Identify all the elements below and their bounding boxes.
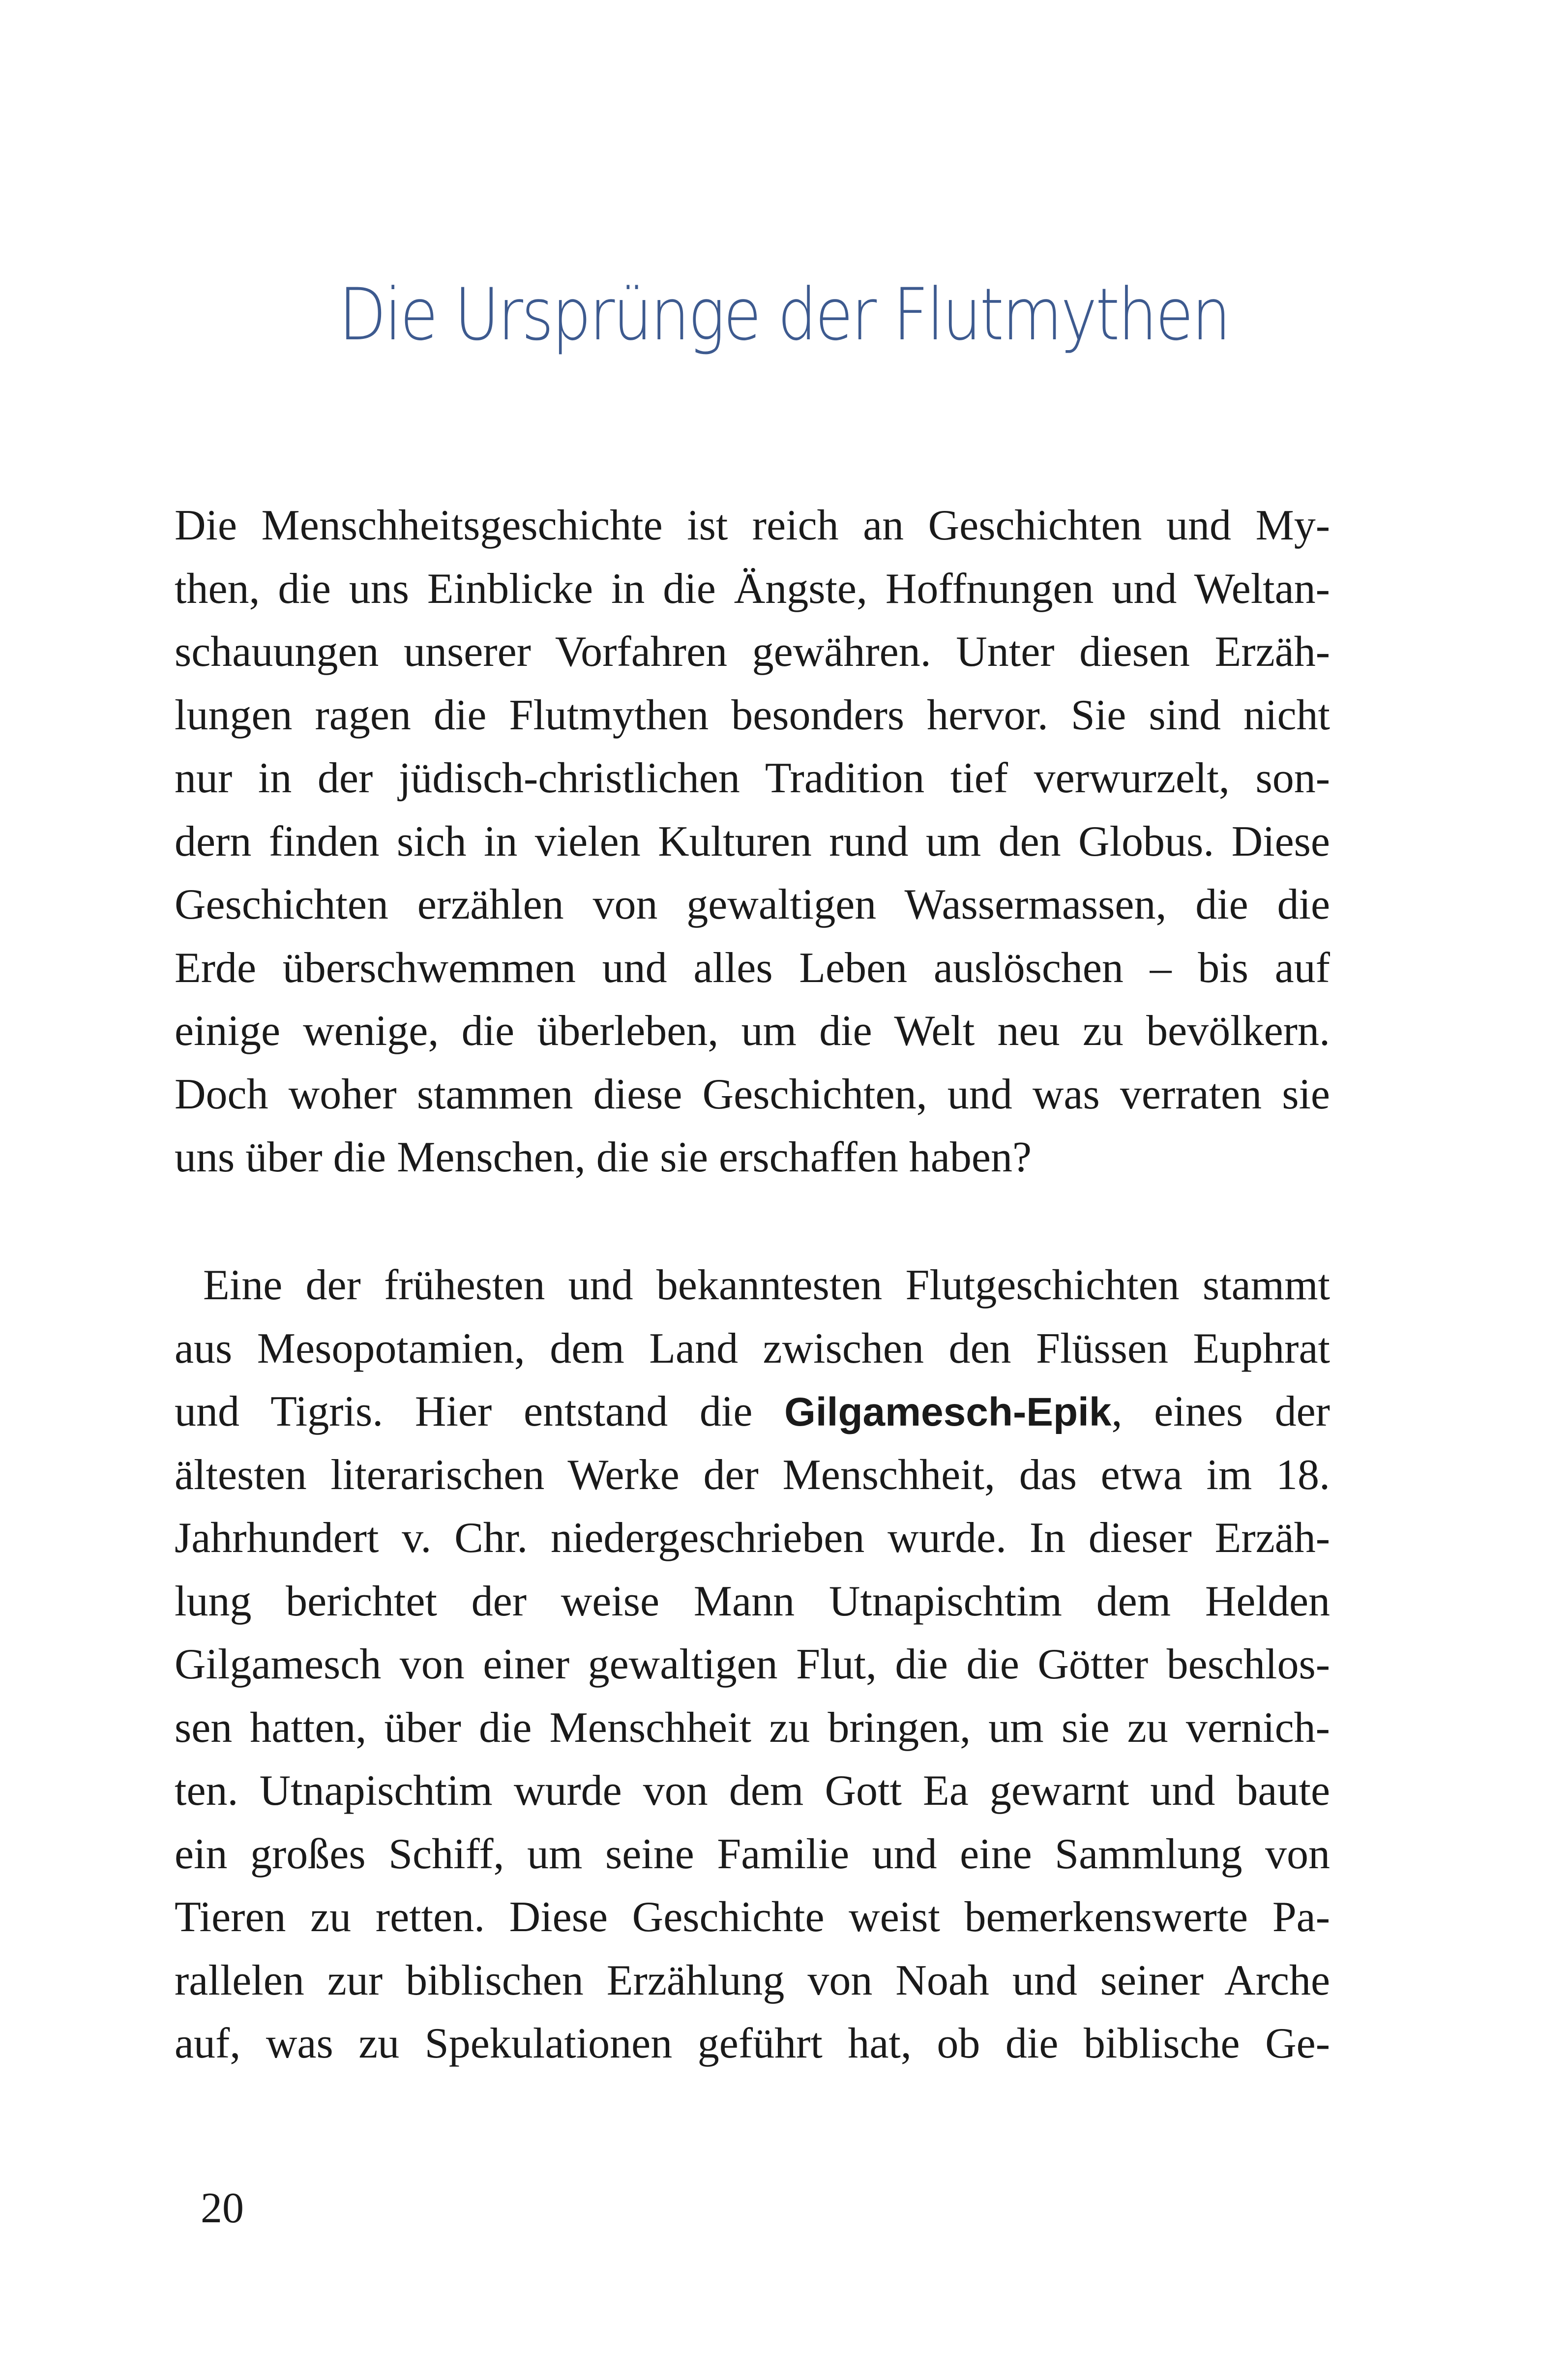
text-line: ein großes Schiff, um seine Familie und eine Sammlung von <box>175 1830 1330 1878</box>
text-line: then, die uns Einblicke in die Ängste, Hoffnungen und Weltan- <box>175 565 1330 613</box>
text-fragment: und Tigris. Hier entstand die <box>175 1388 785 1435</box>
text-line: auf, was zu Spekulationen geführt hat, ob die biblische Ge- <box>175 2020 1330 2067</box>
paragraph-1 <box>175 494 1330 1190</box>
text-line: schauungen unserer Vorfahren gewähren. Unter diesen Erzäh- <box>175 628 1330 676</box>
chapter-title: Die Ursprünge der Flutmythen <box>339 273 1229 357</box>
page-number: 20 <box>201 2184 244 2232</box>
text-line-with-bold <box>175 1380 1330 1444</box>
text-line: Eine der frühesten und bekanntesten Flutgeschichten stammt <box>203 1261 1330 1309</box>
text-line: nur in der jüdisch-christlichen Tradition tief verwurzelt, son- <box>175 754 1330 802</box>
text-line: einige wenige, die überleben, um die Welt neu zu bevölkern. <box>175 1007 1330 1055</box>
text-line: dern finden sich in vielen Kulturen rund um den Globus. Diese <box>175 817 1330 866</box>
text-fragment: , eines der <box>1111 1388 1330 1435</box>
text-line: lung berichtet der weise Mann Utnapischtim dem Helden <box>175 1577 1330 1625</box>
text-line: Doch woher stammen diese Geschichten, und was verraten sie <box>175 1070 1330 1118</box>
text-line: Tieren zu retten. Diese Geschichte weist bemerkenswerte Pa- <box>175 1893 1330 1941</box>
text-line: sen hatten, über die Menschheit zu bringen, um sie zu vernich- <box>175 1703 1330 1752</box>
text-line: Erde überschwemmen und alles Leben auslöschen – bis auf <box>175 944 1330 992</box>
text-line: lungen ragen die Flutmythen besonders hervor. Sie sind nicht <box>175 691 1330 739</box>
paragraph-2 <box>175 1254 1330 2076</box>
text-line: rallelen zur biblischen Erzählung von Noah und seiner Arche <box>175 1956 1330 2004</box>
text-line: Geschichten erzählen von gewaltigen Wassermassen, die die <box>175 881 1330 928</box>
text-line: Gilgamesch von einer gewaltigen Flut, die die Götter beschlos- <box>175 1641 1330 1688</box>
text-line: aus Mesopotamien, dem Land zwischen den Flüssen Euphrat <box>175 1324 1330 1373</box>
text-line: uns über die Menschen, die sie erschaffen haben? <box>175 1134 1032 1181</box>
text-line: ten. Utnapischtim wurde von dem Gott Ea gewarnt und baute <box>175 1767 1330 1815</box>
text-line: Die Menschheitsgeschichte ist reich an Geschichten und My- <box>175 502 1330 549</box>
text-line: Jahrhundert v. Chr. niedergeschrieben wurde. In dieser Erzäh- <box>175 1514 1330 1562</box>
text-line: ältesten literarischen Werke der Menschheit, das etwa im 18. <box>175 1451 1330 1499</box>
bold-term: Gilgamesch-Epik <box>784 1390 1112 1434</box>
